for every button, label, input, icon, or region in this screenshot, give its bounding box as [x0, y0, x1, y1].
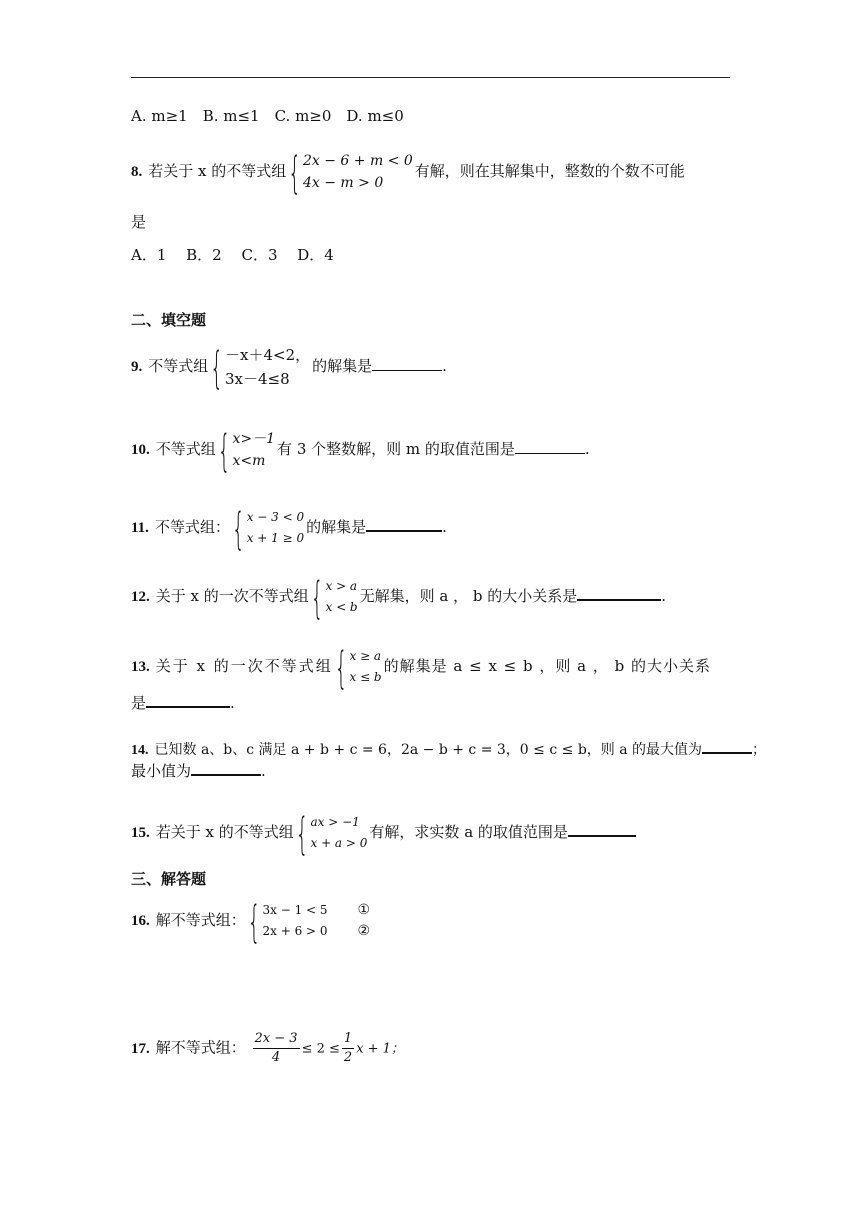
q9-answer-blank[interactable] [372, 356, 442, 371]
question-17 [131, 1030, 404, 1067]
q16-row-1-text: 3x − 1 < 5 [262, 903, 328, 917]
q10-system [217, 423, 276, 477]
q10-row-2: x<m [232, 453, 266, 469]
section-2-title: 二、填空题 [131, 311, 207, 329]
q9-row-1: －x＋4<2， [225, 346, 311, 364]
q8-options: A．1 B．2 C．3 D．4 [131, 246, 334, 264]
q12-system [310, 570, 358, 624]
q13-end: . [230, 694, 235, 712]
q11-rows [247, 507, 304, 549]
q17-number: 17. [131, 1040, 150, 1057]
q11-system [231, 501, 305, 555]
question-13-cont [131, 692, 235, 713]
q15-row-1: ax > −1 [310, 815, 360, 829]
q13-answer-blank[interactable] [146, 692, 230, 708]
q13-post: 的解集是 a ≤ x ≤ b ，则 a ， b 的大小关系 [383, 657, 711, 675]
q16-mark-2: ② [357, 923, 371, 939]
q10-pre: 不等式组 [155, 440, 216, 458]
q7-options: A. m≥1 B. m≤1 C. m≥0 D. m≤0 [131, 107, 404, 125]
q16-row-1 [263, 900, 371, 921]
q10-rows [233, 428, 276, 472]
header-rule [131, 77, 730, 78]
brace-icon: { [334, 640, 348, 694]
q14-min-blank[interactable] [191, 760, 261, 776]
q11-pre: 不等式组： [154, 518, 230, 536]
q13-row-2: x ≤ b [349, 670, 382, 684]
q9-number: 9. [131, 359, 143, 375]
q11-end: . [442, 518, 447, 536]
question-14-line2 [131, 760, 266, 781]
q8-continuation: 是 [131, 213, 147, 231]
question-14 [131, 738, 766, 761]
q15-number: 15. [131, 825, 150, 841]
question-8 [131, 145, 685, 199]
q12-rows [325, 576, 357, 618]
q8-rows [303, 150, 413, 194]
q12-number: 12. [131, 589, 150, 605]
q12-row-2: x < b [325, 600, 358, 614]
question-13 [131, 640, 711, 694]
q17-frac1-bottom: 4 [271, 1050, 281, 1065]
q17-frac2-bottom: 2 [343, 1050, 353, 1065]
q12-row-1: x > a [325, 579, 358, 593]
q15-system [295, 806, 368, 860]
q8-system [288, 145, 413, 199]
q12-end: . [661, 587, 667, 605]
q9-pre: 不等式组 [148, 357, 209, 375]
q14-end: ； [752, 742, 767, 758]
q11-row-2: x + 1 ≥ 0 [246, 531, 305, 545]
brace-icon: { [288, 145, 301, 199]
q11-answer-blank[interactable] [366, 516, 442, 532]
q16-system [247, 894, 371, 948]
brace-icon: { [310, 570, 324, 624]
q10-post: 有 3 个整数解，则 m 的取值范围是 [277, 440, 515, 458]
q13-continuation: 是 [131, 694, 147, 712]
q13-pre: 关于 x 的一次不等式组 [155, 657, 333, 675]
q12-post: 无解集，则 a ， b 的大小关系是 [359, 587, 578, 605]
question-16 [131, 894, 372, 948]
q13-system [334, 640, 382, 694]
question-11 [131, 501, 447, 555]
question-9 [131, 340, 447, 394]
q9-rows [225, 343, 310, 391]
brace-icon: { [247, 894, 261, 948]
q16-number: 16. [131, 913, 150, 929]
q8-row-2: 4x − m > 0 [302, 175, 384, 191]
q16-mark-1: ① [357, 902, 371, 918]
question-12 [131, 570, 667, 624]
brace-icon: { [295, 806, 309, 860]
q16-rows [263, 900, 371, 942]
q15-post: 有解，求实数 a 的取值范围是 [369, 823, 568, 841]
q9-post: 的解集是 [312, 357, 373, 375]
q14-max-blank[interactable] [702, 738, 752, 754]
q13-number: 13. [131, 659, 150, 675]
q13-row-1: x ≥ a [349, 649, 382, 663]
q12-answer-blank[interactable] [577, 585, 661, 601]
q14-text: 已知数 a、b、c 满足 a + b + c = 6，2a − b + c = 3，0 ≤ c ≤ b，则 a 的最大值为 [154, 742, 703, 758]
brace-icon: { [210, 340, 223, 394]
question-10 [131, 423, 590, 477]
q15-rows [310, 812, 367, 854]
brace-icon: { [231, 501, 245, 555]
q17-frac1-top: 2x − 3 [253, 1030, 300, 1049]
q12-pre: 关于 x 的一次不等式组 [155, 587, 309, 605]
q8-row-1: 2x − 6 + m < 0 [302, 153, 413, 169]
q14-number: 14. [131, 743, 149, 758]
q17-fraction-1 [253, 1030, 300, 1067]
q16-row-2-text: 2x + 6 > 0 [262, 924, 328, 938]
q17-fraction-2 [342, 1030, 354, 1067]
q8-number: 8. [131, 164, 143, 180]
q11-number: 11. [131, 520, 149, 536]
q10-number: 10. [131, 442, 150, 458]
q15-row-2: x + a > 0 [310, 836, 368, 850]
question-15 [131, 806, 636, 860]
q15-pre: 若关于 x 的不等式组 [155, 823, 294, 841]
q17-tail: x + 1； [356, 1041, 404, 1057]
q16-pre: 解不等式组： [155, 911, 246, 929]
q9-system [210, 340, 311, 394]
q9-end: . [442, 357, 447, 375]
q8-post: 有解，则在其解集中，整数的个数不可能 [414, 162, 685, 180]
q17-frac2-top: 1 [342, 1030, 354, 1049]
q9-row-2: 3x－4≤8 [225, 370, 290, 388]
q13-rows [349, 646, 381, 688]
q11-post: 的解集是 [306, 518, 367, 536]
q15-answer-blank[interactable] [568, 821, 636, 837]
q10-answer-blank[interactable] [515, 439, 585, 454]
q14-line2: 最小值为 [131, 762, 192, 780]
q17-mid: ≤ 2 ≤ [301, 1041, 340, 1057]
q14-end2: . [261, 762, 266, 780]
section-3-title: 三、解答题 [131, 870, 207, 888]
q8-pre: 若关于 x 的不等式组 [148, 162, 287, 180]
q16-row-2 [263, 921, 371, 942]
q10-end: . [584, 440, 590, 458]
q10-row-1: x>－1 [232, 431, 276, 447]
brace-icon: { [217, 423, 231, 477]
q17-pre: 解不等式组： [155, 1038, 246, 1057]
q11-row-1: x − 3 < 0 [246, 510, 305, 524]
